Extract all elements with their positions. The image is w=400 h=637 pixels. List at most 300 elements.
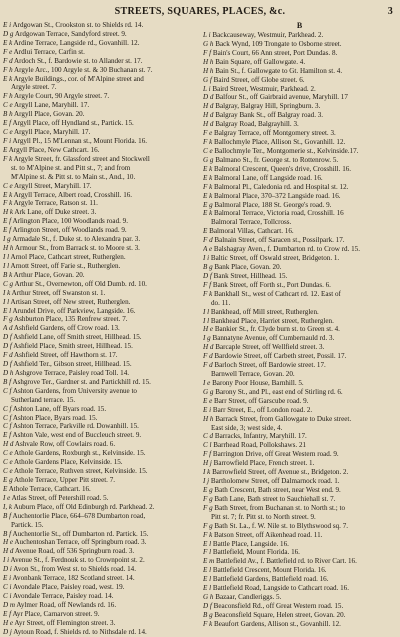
grid-reference: H e [3, 618, 14, 627]
entry-text: Barrowfield Street, off Avenue st., Bridgeton. 2. [210, 468, 349, 477]
grid-reference: C f [3, 386, 12, 395]
entry-text: Back Wynd, 109 Trongate to Osborne street. [213, 39, 342, 48]
street-entry [3, 315, 196, 324]
entry-text: Athole Terrace, Cathcart. 16. [7, 484, 91, 493]
street-entry [3, 253, 196, 262]
street-entry [203, 31, 396, 40]
grid-reference: D f [3, 360, 12, 369]
grid-reference: H j [203, 459, 212, 468]
entry-text: Baird Street, off Globe street. 6. [211, 75, 305, 84]
entry-text: Artisan Street, off New street, Rutherglen. [9, 297, 131, 306]
entry-text: Bank Street, Hillhead. 15. [211, 271, 288, 280]
grid-reference: H d [203, 120, 214, 129]
street-entry [203, 584, 396, 593]
grid-reference: E k [203, 173, 213, 182]
grid-reference: I e [203, 378, 211, 387]
grid-reference: I k [3, 288, 11, 297]
grid-reference: D j [3, 627, 12, 636]
entry-text: Balmoral Pl., Caledonia rd. and Hospital st. 12. [212, 182, 349, 191]
grid-reference: F k [203, 138, 213, 147]
street-entry [3, 101, 196, 110]
grid-reference: E e [203, 396, 213, 405]
entry-text: Bath Street, from Buchanan st. to North st.; to [212, 503, 346, 512]
entry-text: Arnol Place, Cathcart street, Rutherglen. [9, 252, 126, 261]
street-entry [203, 415, 396, 424]
street-entry [3, 485, 196, 494]
entry-text: Auchentorlie St., off Dumbarton rd. Partick. 15. [11, 529, 149, 538]
street-entry [203, 165, 396, 174]
entry-text: Barony Poor House, Barnhill. 5. [210, 378, 304, 387]
grid-reference: F k [3, 199, 13, 208]
entry-text: Argyll Place, Maryhill. 17. [12, 128, 91, 137]
street-entry [203, 67, 396, 76]
entry-text: Atlas Street, off Petershill road. 5. [10, 493, 109, 502]
street-entry [3, 387, 196, 396]
grid-reference: I l [3, 297, 10, 306]
entry-text: Athole Gardens Place, Kelvinside. 15. [12, 458, 123, 467]
grid-reference: E g [203, 486, 213, 495]
street-entry [203, 504, 396, 513]
entry-text: Bankhead, off Mill street, Rutherglen. [209, 307, 319, 316]
entry-text: Arlington Place, 100 Woodlands road. 9. [11, 217, 128, 226]
entry-text: Barrowfield Place, French street. 1. [211, 459, 315, 468]
grid-reference: G g [203, 155, 214, 164]
entry-text: Avonbank Terrace, 182 Scotland street. 14. [11, 574, 135, 583]
entry-text: Ashfield Place, Smith street, Hillhead. 15. [11, 342, 133, 351]
street-entry [203, 201, 396, 210]
grid-reference: E f [3, 431, 12, 440]
grid-reference: C e [3, 128, 13, 137]
street-entry [203, 192, 396, 201]
street-entry [203, 227, 396, 236]
entry-text: Argyle Street, fr. Glassford street and Stockwell [12, 154, 150, 163]
entry-text: Battlefield Crescent, Mount Florida. 16. [211, 566, 327, 575]
street-entry [203, 397, 396, 406]
street-entry [203, 334, 396, 343]
street-entry [3, 458, 196, 467]
street-entry [203, 281, 396, 290]
grid-reference: I l [3, 261, 10, 270]
entry-text: Ardgowan St., Crookston st. to Shields rd. 14. [11, 21, 144, 29]
grid-reference: E l [203, 584, 212, 593]
entry-text: Balmoral Crescent, Queen's drive, Crosshill. 16. [212, 164, 352, 173]
grid-reference: C e [3, 181, 13, 190]
entry-text: Battlefield Road, Langside to Cathcart road. 16. [211, 584, 349, 593]
street-entry [3, 208, 196, 217]
grid-reference: E f [3, 609, 12, 618]
entry-text: Balgray Bank St., off Balgray road. 3. [213, 111, 324, 120]
street-entry [203, 272, 396, 281]
grid-reference: E k [203, 209, 213, 218]
street-entry [3, 226, 196, 235]
entry-text: Argyll Place, Govan. 20. [12, 110, 85, 119]
street-entry [203, 477, 396, 486]
entry-text: Ashfield Ter., Gibson street, Hillhead. 15. [11, 360, 132, 369]
entry-continuation [3, 83, 196, 92]
entry-continuation [3, 173, 196, 182]
entry-text: Baird Street, Westmuir, Parkhead. 2. [210, 84, 316, 93]
entry-text: Balmoral Lane, off Langside road. 16. [212, 173, 323, 182]
entry-text: Balgray Road, Balgrayhill. 3. [213, 120, 299, 129]
grid-reference: F g [3, 315, 13, 324]
grid-reference: D f [3, 333, 12, 342]
street-entry [3, 440, 196, 449]
grid-reference: E k [203, 191, 213, 200]
street-entry [3, 378, 196, 387]
entry-text: Battlefield Av., f. Battlefield rd. to River Cart. 16. [214, 557, 357, 566]
entry-text: Beaconsfield Rd., off Great Western road. 15. [211, 602, 344, 610]
grid-reference: L i [203, 31, 211, 39]
grid-reference: B k [3, 270, 13, 279]
entry-text: Balmoral Place, 370–372 Langside road. 16. [212, 191, 341, 200]
entry-text: Aytoun Road, f. Shields rd. to Nithsdale rd. 14. [11, 627, 147, 636]
grid-reference: H d [3, 547, 14, 556]
street-entry [203, 540, 396, 549]
entry-text: Balfour St., off Gairbraid avenue, Maryhill. 17 [213, 93, 348, 102]
entry-text: Athole Terrace, Upper Pitt street. 7. [12, 476, 116, 485]
street-entry [203, 102, 396, 111]
grid-reference: F f [203, 450, 212, 459]
grid-reference: I l [203, 307, 210, 316]
entry-text: Argyll Street, Maryhill. 17. [12, 181, 92, 190]
grid-reference: F g [203, 503, 213, 512]
grid-reference: D i [3, 565, 12, 574]
entry-text: Ashton Vale, west end of Buccleuch street. 9. [11, 431, 142, 440]
grid-reference: B f [3, 511, 12, 520]
entry-text: Bankhead Place, Harriet street, Rutherglen. [209, 316, 334, 325]
street-entry [203, 209, 396, 218]
entry-text: Baltic Street, off Oswald street, Bridgeton. 1. [209, 254, 340, 263]
entry-text: Balmoral Terrace, Tollcross. [211, 218, 292, 227]
grid-reference: H d [203, 102, 214, 111]
entry-text: Ashgrove Terrace, Paisley road Toll. 14. [13, 368, 130, 377]
street-entry [3, 369, 196, 378]
entry-text: Ardlui Terrace, Carfin st. [12, 47, 85, 56]
entry-text: Barloch Street, off Bardowie street. 17. [212, 361, 326, 370]
entry-text: Ashvale Row, off Cowlairs road. 6. [13, 440, 116, 449]
grid-reference: F g [203, 521, 213, 530]
street-entry [203, 183, 396, 192]
grid-reference: F k [203, 289, 213, 298]
street-entry [3, 235, 196, 244]
left-column [3, 21, 196, 637]
street-entry [203, 76, 396, 85]
grid-reference: E f [3, 119, 12, 128]
entry-text: Battlefield, Mount Florida. 16. [211, 548, 300, 557]
street-entry [203, 548, 396, 557]
street-entry [203, 593, 396, 602]
entry-text: Barcaple Street, off Wellfield street. 3. [213, 343, 325, 352]
entry-text: Arthur Street, off Swanston st. 1. [10, 288, 106, 297]
grid-reference: F l [203, 548, 212, 557]
grid-reference: E [3, 484, 8, 493]
page-title: STREETS, SQUARES, PLACES, &c. [114, 6, 286, 17]
street-entry [3, 583, 196, 592]
street-entry [203, 85, 396, 94]
entry-text: Ark Lane, off Duke street. 3. [13, 208, 97, 217]
entry-text: Ardoch St., f. Bardowie st. to Allander st. 17. [12, 56, 143, 65]
grid-reference: H h [203, 414, 214, 423]
grid-reference: A d [3, 324, 13, 333]
grid-reference: B f [3, 529, 12, 538]
street-entry [203, 459, 396, 468]
entry-text: Avenue Road, off 536 Springburn road. 3. [13, 547, 135, 556]
entry-text: Argyll Lane, Maryhill. 17. [12, 101, 90, 110]
grid-reference: C e [3, 458, 13, 467]
street-entry [203, 468, 396, 477]
entry-text: Balshagray Aven., f. Dumbarton rd. to Crow rd. 15. [212, 245, 360, 254]
street-entry [3, 324, 196, 333]
grid-reference: E l [203, 539, 212, 548]
entry-text: Balgray Terrace, off Montgomery street. 3. [212, 129, 336, 138]
street-entry [203, 379, 396, 388]
street-entry [3, 547, 196, 556]
grid-reference: I g [3, 235, 11, 244]
grid-reference: F i [3, 136, 12, 145]
entry-text: Arthur St., Overnewton, off Old Dumb. rd. 10. [13, 279, 147, 288]
street-entry [203, 575, 396, 584]
entry-text: Argyle Buildings., cor. of M'Alpine street and [12, 74, 144, 83]
street-entry [3, 619, 196, 628]
street-entry [3, 431, 196, 440]
entry-continuation [203, 370, 396, 379]
entry-text: Ballochmyle Ter., Montgomerie st., Kelvinside.17. [212, 146, 359, 155]
grid-reference: F d [3, 351, 13, 360]
street-entry [3, 280, 196, 289]
grid-reference: F e [3, 47, 13, 56]
entry-text: Auchentoshan Terrace, off Springburn road. 3. [13, 538, 147, 547]
street-entry [3, 405, 196, 414]
grid-reference: E m [203, 557, 215, 566]
entry-text: Auchentorlie Place, 664–678 Dumbarton road, [11, 511, 146, 520]
grid-reference: I i [203, 254, 210, 263]
grid-reference: F d [203, 361, 213, 370]
grid-reference: C f [3, 413, 12, 422]
grid-reference: E i [3, 21, 12, 29]
grid-reference: E k [3, 190, 13, 199]
street-entry [203, 361, 396, 370]
grid-reference: I j [203, 477, 210, 486]
entry-text: do. 11. [211, 298, 231, 307]
grid-reference: A e [203, 245, 213, 254]
entry-text: Barracks, Infantry, Maryhill. 17. [213, 432, 307, 441]
grid-reference: C f [3, 404, 12, 413]
entry-text: Avondale Terrace, Paisley road. 14. [11, 592, 114, 600]
entry-text: Bath St. La., f. W. Nile st. to Blythswood sq. 7. [212, 521, 349, 530]
entry-text: st. to M'Alpine st. and Pitt st., 7; and from [11, 163, 131, 172]
grid-reference: C l [203, 441, 212, 450]
street-entry [3, 360, 196, 369]
entry-text: Ardgowan Terrace, Sandyford street. 9. [13, 29, 127, 38]
street-entry [203, 308, 396, 317]
grid-reference: C e [3, 101, 13, 110]
street-entry [203, 450, 396, 459]
entry-text: East side, 3; west side, 4. [211, 423, 283, 432]
grid-reference: G h [203, 39, 214, 48]
grid-reference: I k [203, 468, 211, 477]
grid-reference: C i [3, 583, 12, 592]
entry-text: Ashton Gardens, from University avenue to [11, 386, 137, 395]
entry-text: Avenue St., f. Ferdnouk st. to Crownpoint st. 2. [9, 556, 145, 565]
entry-text: Balgray, Balgray Hill, Springburn. 3. [213, 102, 321, 111]
street-entry [3, 565, 196, 574]
street-entry [3, 57, 196, 66]
grid-reference: G f [203, 75, 212, 84]
street-entry [203, 263, 396, 272]
street-entry [203, 129, 396, 138]
street-entry [203, 58, 396, 67]
grid-reference: F d [3, 56, 13, 65]
entry-continuation [3, 521, 196, 530]
entry-text: Bazaar, Candleriggs. 5. [213, 593, 282, 602]
entry-text: Bath Crescent, Bath street, near West end. 9. [212, 486, 341, 495]
grid-reference: C e [203, 146, 213, 155]
entry-text: Ashfield Street, off Hawthorn st. 17. [12, 351, 118, 360]
entry-text: Balmoral Terrace, Victoria road, Crosshill. 16 [212, 209, 344, 218]
entry-text: Ballochmyle Place, Allison St., Govanhill. 12. [212, 138, 346, 147]
grid-reference: H k [3, 208, 14, 217]
street-entry [203, 343, 396, 352]
entry-text: Ashton Place, Byars road. 15. [11, 413, 98, 422]
street-entry [203, 602, 396, 611]
street-entry [3, 39, 196, 48]
grid-reference: H h [203, 57, 214, 66]
grid-reference: F h [3, 92, 13, 101]
grid-reference: H e [203, 325, 214, 334]
grid-reference: F h [3, 65, 13, 74]
street-entry [3, 538, 196, 547]
street-entry [203, 388, 396, 397]
street-entry [3, 155, 196, 164]
entry-text: Argyle Terrace, Ratson st. 11. [12, 199, 98, 208]
grid-reference: F f [203, 48, 212, 57]
entry-text: Bartholomew Street, off Dalmarnock road. 1. [209, 477, 340, 486]
entry-text: Arundel Drive, off Parkview, Langside. 16. [11, 306, 136, 315]
street-entry [3, 119, 196, 128]
entry-text: Barrhead Road, Pollokshaws. 21 [211, 441, 307, 450]
grid-reference: F e [203, 129, 213, 138]
entry-text: Pitt st. 7; fr. Pitt st. to North street. 9. [211, 512, 316, 521]
grid-reference: E k [3, 38, 13, 47]
street-entry [3, 333, 196, 342]
entry-text: Bannatyne Avenue, off Cumbernauld rd. 3. [210, 334, 335, 343]
entry-text: Arnott Street, off Farie st., Rutherglen. [9, 261, 121, 270]
section-letter: B [296, 21, 303, 30]
grid-reference: C f [3, 422, 12, 431]
entry-text: Ashton Terrace, Parkville rd. Dowanhill. 15. [11, 422, 139, 431]
street-entry [3, 556, 196, 565]
entry-text: Ayr Place, Carnarvon street. 9. [11, 609, 100, 618]
entry-text: Armadale St., f. Duke st. to Alexandra par. 3. [10, 235, 141, 244]
street-entry [203, 174, 396, 183]
entry-text: Argyll Place, New Cathcart. 16. [7, 145, 100, 154]
grid-reference: D m [3, 600, 16, 609]
grid-reference: E i [3, 574, 12, 583]
street-entry [203, 566, 396, 575]
street-entry [203, 620, 396, 629]
street-entry [3, 75, 196, 84]
right-column [203, 21, 396, 629]
street-entry [3, 342, 196, 351]
grid-reference: C g [3, 279, 14, 288]
entry-text: Ashton Lane, off Byars road. 15. [11, 404, 107, 413]
grid-reference: E [3, 145, 8, 154]
street-entry [3, 289, 196, 298]
entry-text: Ashgrove Ter., Gardner st. and Partickhill rd. 15. [11, 377, 151, 386]
entry-text: Armour St., from Barrack st. to Moore st. 3. [13, 244, 140, 253]
right-column-entries [203, 31, 396, 629]
grid-reference: C e [3, 467, 13, 476]
grid-reference: I, k [3, 502, 13, 511]
street-entry [203, 317, 396, 326]
entry-text: M'Alpine st. & Pitt st. to Main st., And., 10. [11, 172, 136, 181]
entry-text: Avondale Place, Paisley road, west. 19. [11, 583, 125, 592]
entry-continuation [3, 164, 196, 173]
street-entry [3, 351, 196, 360]
grid-reference: F k [3, 154, 13, 163]
entry-continuation [203, 424, 396, 433]
street-entry [3, 30, 196, 39]
entry-text: Avon St., from West st. to Shields road. 14. [11, 565, 136, 574]
street-entry [3, 128, 196, 137]
street-entry [3, 530, 196, 539]
entry-text: Ashburton Place, 135 Renfrew street. 7. [12, 315, 128, 324]
street-entry [203, 290, 396, 299]
street-entry [203, 486, 396, 495]
street-entry [3, 262, 196, 271]
street-entry [203, 495, 396, 504]
street-entry [3, 48, 196, 57]
entry-text: Bath Lane, Bath street to Sauchiehall st. 7. [212, 494, 336, 503]
entry-text: Backcauseway, Westmuir, Parkhead. 2. [210, 31, 324, 39]
street-entry [3, 66, 196, 75]
entry-text: Batson Street, off Aikenhead road. 11. [212, 530, 323, 539]
grid-reference: F d [203, 352, 213, 361]
grid-reference: H h [3, 244, 14, 253]
grid-reference: E k [203, 164, 213, 173]
grid-reference: D g [3, 29, 14, 38]
street-entry [3, 137, 196, 146]
street-entry [203, 557, 396, 566]
entry-text: Balmano St., fr. George st. to Rottenrow. 5. [213, 155, 339, 164]
grid-reference: G g [203, 387, 214, 396]
grid-reference: E l [203, 566, 212, 575]
grid-reference: H d [203, 343, 214, 352]
grid-reference: L i [203, 84, 211, 93]
entry-text: Ashfield Gardens, off Crow road. 13. [12, 324, 120, 333]
entry-text: Bankhall St., west of Cathcart rd. 12. East of [212, 289, 341, 298]
grid-reference: D f [203, 271, 212, 280]
entry-text: Arlington Street, off Woodlands road. 9. [11, 226, 127, 235]
grid-reference: I l [3, 252, 10, 261]
entry-text: Argyll Terrace, Albert road, Crosshill. 16. [12, 190, 133, 199]
street-entry [203, 49, 396, 58]
grid-reference: E k [3, 74, 13, 83]
street-entry [203, 406, 396, 415]
street-entry [203, 40, 396, 49]
grid-reference: I e [3, 493, 11, 502]
grid-reference: E l [203, 575, 212, 584]
entry-text: Barr Street, E., off London road. 2. [211, 405, 313, 414]
grid-reference: E g [203, 200, 213, 209]
grid-reference: B g [203, 262, 213, 271]
grid-reference: E l [3, 306, 12, 315]
street-entry [3, 271, 196, 280]
street-entry [3, 574, 196, 583]
street-entry [3, 610, 196, 619]
street-entry [203, 245, 396, 254]
grid-reference: F g [203, 494, 213, 503]
